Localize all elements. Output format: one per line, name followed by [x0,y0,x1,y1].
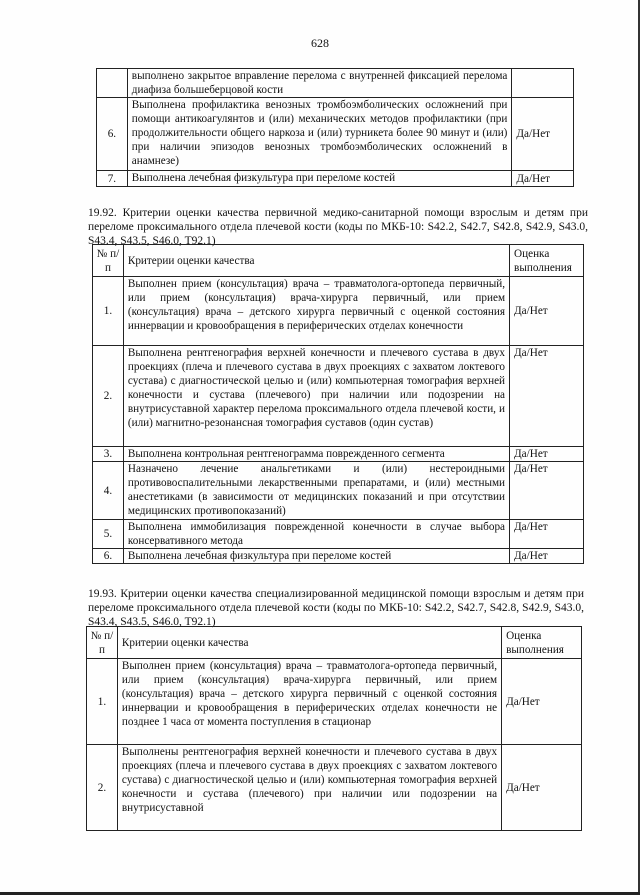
criterion-text: выполнено закрытое вправление перелома с внутренней фиксацией перелома диафиза большеберцовой кости [127,69,512,98]
header-num: № п/п [93,245,124,277]
table-header-row [87,627,582,659]
table-continuation [96,68,574,187]
section-caption-19-93: 19.93. Критерии оценки качества специализированной медицинской помощи взрослым и детям при переломе проксимального отдела плечевой кости (коды по МКБ-10: S42.2, S42.7, S42.8, S42.9, S43.0, S43.4, S43.5, S46.0, T92.1) [88,588,584,628]
criterion-result: Да/Нет [512,171,574,187]
criterion-text: Выполнен прием (консультация) врача – травматолога-ортопеда первичный, или прием (консультация) врача-хирурга первичный, или прием (консультация) врача – детского хирурга первичный с оценкой состояния иннервации и кровообращения в периферических отделах конечности не позднее 1 часа от момента поступления в стационар [117,659,501,745]
table-row [93,462,584,520]
criterion-text: Выполнен прием (консультация) врача – травматолога-ортопеда первичный, или прием (консультация) врача-хирурга первичный, или прием (консультация) врача – детского хирурга первичный с оценкой состояния иннервации и кровообращения в периферических отделах конечности [123,277,509,346]
criterion-text: Выполнена профилактика венозных тромбоэмболических осложнений при помощи антикоагулянтов и (или) механических методов профилактики (при продолжительности общего наркоза и (или) турникета более 90 минут и (или) при наличии эпизодов венозных тромбоэмболических осложнений в анамнезе) [127,98,512,171]
criterion-result: Да/Нет [510,346,584,447]
criterion-text: Назначено лечение анальгетиками и (или) нестероидными противовоспалительными лекарственными препаратами, и (или) местными анестетиками (в зависимости от медицинских показаний и при отсутствии медицинских противопоказаний) [123,462,509,520]
criterion-result: Да/Нет [510,520,584,549]
row-number: 2. [87,745,118,831]
row-number [97,69,128,98]
criterion-result: Да/Нет [502,659,582,745]
header-criteria: Критерии оценки качества [117,627,501,659]
criterion-result: Да/Нет [510,549,584,564]
header-criteria: Критерии оценки качества [123,245,509,277]
page-number: 628 [311,36,329,50]
criterion-result: Да/Нет [510,462,584,520]
row-number: 7. [97,171,128,187]
row-number: 1. [87,659,118,745]
criterion-text: Выполнена рентгенография верхней конечности и плечевого сустава в двух проекциях (плеча и плечевого сустава в двух проекциях с захватом локтевого сустава) с диагностической целью и (или) компьютерная томография верхней конечности и сустава (плечевого) при наличии или подозрении на внутрисуставной характер перелома проксимального отдела плечевой кости, и (или) магнитно-резонансная томография суставов (один сустав) [123,346,509,447]
table-row [97,69,574,98]
table-row [93,549,584,564]
row-number: 3. [93,447,124,462]
criterion-text: Выполнена иммобилизация поврежденной конечности в случае выбора консервативного метода [123,520,509,549]
row-number: 2. [93,346,124,447]
row-number: 6. [97,98,128,171]
header-result: Оценка выполнения [502,627,582,659]
criterion-text: Выполнена лечебная физкультура при переломе костей [123,549,509,564]
criterion-text: Выполнена контрольная рентгенограмма поврежденного сегмента [123,447,509,462]
row-number: 1. [93,277,124,346]
row-number: 4. [93,462,124,520]
table-row [93,520,584,549]
criterion-result: Да/Нет [502,745,582,831]
header-num: № п/п [87,627,118,659]
table-row [87,745,582,831]
criterion-result: Да/Нет [510,447,584,462]
table-19-93 [86,626,582,831]
table-row [93,346,584,447]
table-row [93,277,584,346]
row-number: 6. [93,549,124,564]
header-result: Оценка выполнения [510,245,584,277]
criterion-text: Выполнены рентгенография верхней конечности и плечевого сустава в двух проекциях (плеча и плечевого сустава в двух проекциях с захватом локтевого сустава) с диагностической целью и (или) компьютерная томография верхней конечности и сустава (плечевого) при наличии или подозрении на внутрисуставной [117,745,501,831]
criterion-result: Да/Нет [510,277,584,346]
criterion-text: Выполнена лечебная физкультура при переломе костей [127,171,512,187]
section-caption-19-92: 19.92. Критерии оценки качества первичной медико-санитарной помощи взрослым и детям при переломе проксимального отдела плечевой кости (коды по МКБ-10: S42.2, S42.7, S42.8, S42.9, S43.0, S43.4, S43.5, S46.0, T92.1) [88,207,588,247]
criterion-result: Да/Нет [512,98,574,171]
table-row [97,98,574,171]
row-number: 5. [93,520,124,549]
table-row [87,659,582,745]
criterion-result [512,69,574,98]
table-row [93,447,584,462]
table-header-row [93,245,584,277]
table-19-92 [92,244,584,564]
table-row [97,171,574,187]
